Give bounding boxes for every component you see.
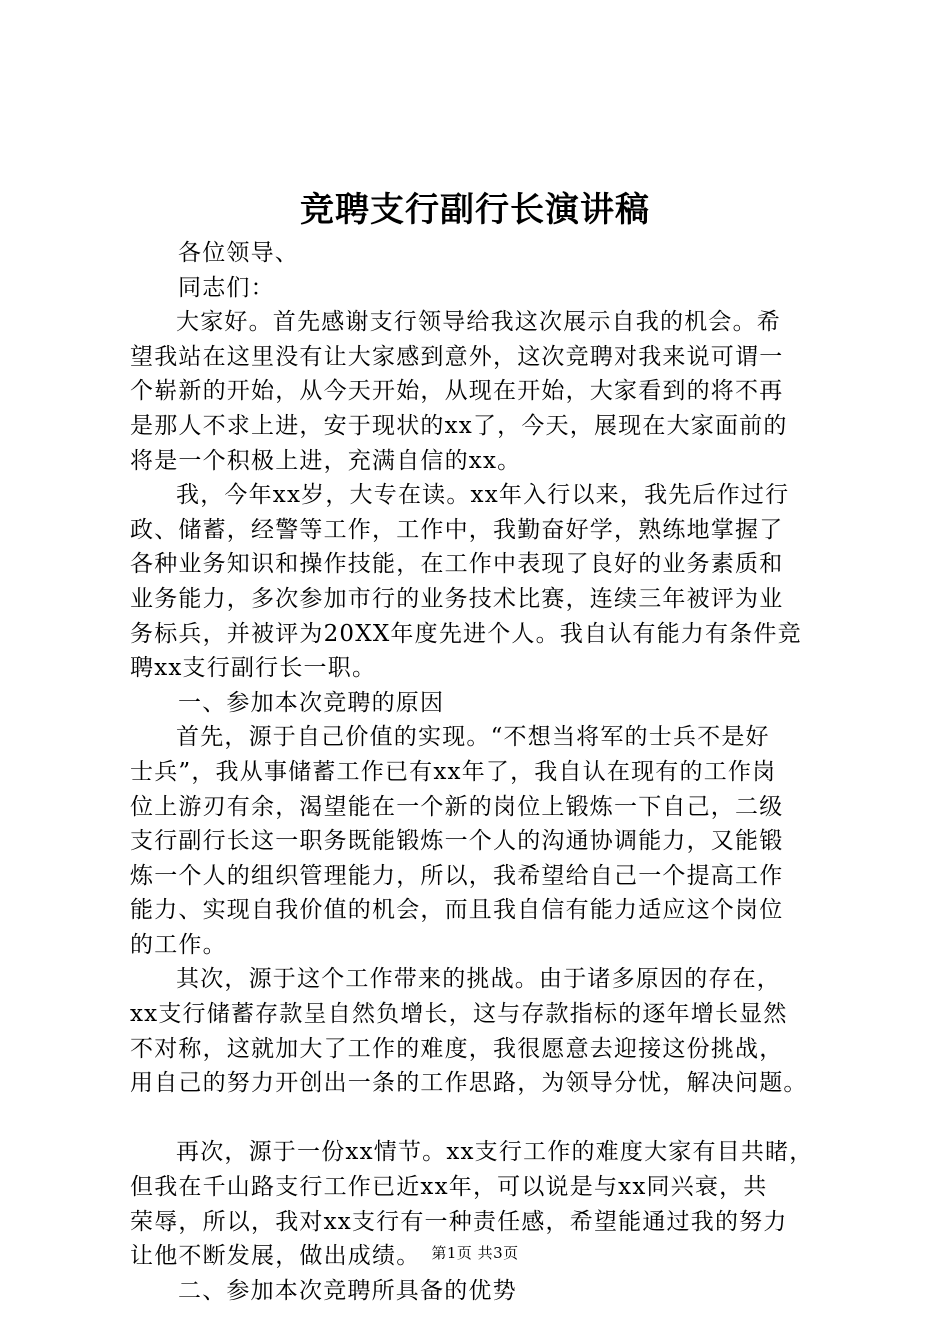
paragraph-line: 业务能力，多次参加市行的业务技术比赛，连续三年被评为业 xyxy=(130,585,784,612)
paragraph-line: 不对称，这就加大了工作的难度，我很愿意去迎接这份挑战， xyxy=(130,1035,784,1062)
section-heading: 二、参加本次竞聘所具备的优势 xyxy=(178,1277,517,1304)
paragraph-line: 务标兵，并被评为20XX年度先进个人。我自认有能力有条件竞 xyxy=(130,620,802,647)
paragraph-line: 大家好。首先感谢支行领导给我这次展示自我的机会。希 xyxy=(176,309,781,336)
paragraph-line: 能力、实现自我价值的机会，而且我自信有能力适应这个岗位 xyxy=(130,897,784,924)
paragraph-line: 个崭新的开始，从今天开始，从现在开始，大家看到的将不再 xyxy=(130,378,784,405)
paragraph-line: 首先，源于自己价值的实现。“不想当将军的士兵不是好 xyxy=(176,724,770,751)
paragraph-line: 士兵”，我从事储蓄工作已有xx年了，我自认在现有的工作岗 xyxy=(130,758,777,785)
paragraph-line: 聘xx支行副行长一职。 xyxy=(130,655,377,682)
paragraph-line: 是那人不求上进，安于现状的xx了，今天，展现在大家面前的 xyxy=(130,412,788,439)
paragraph-gap xyxy=(130,1101,842,1136)
paragraph-line: 荣辱，所以，我对xx支行有一种责任感，希望能通过我的努力 xyxy=(130,1208,788,1235)
document-body xyxy=(130,236,842,1308)
paragraph-line: 炼一个人的组织管理能力，所以，我希望给自己一个提高工作 xyxy=(130,862,784,889)
paragraph-line: 政、储蓄，经警等工作，工作中，我勤奋好学，熟练地掌握了 xyxy=(130,516,784,543)
paragraph-line: xx支行储蓄存款呈自然负增长，这与存款指标的逐年增长显然 xyxy=(130,1001,788,1028)
document-title: 竞聘支行副行长演讲稿 xyxy=(300,190,650,230)
paragraph-line: 将是一个积极上进，充满自信的xx。 xyxy=(130,447,522,474)
paragraph-line: 位上游刃有余，渴望能在一个新的岗位上锻炼一下自己，二级 xyxy=(130,793,784,820)
paragraph-line: 支行副行长这一职务既能锻炼一个人的沟通协调能力，又能锻 xyxy=(130,828,784,855)
paragraph-line: 但我在千山路支行工作已近xx年，可以说是与xx同兴衰，共 xyxy=(130,1174,768,1201)
paragraph-line: 我，今年xx岁，大专在读。xx年入行以来，我先后作过行 xyxy=(176,482,790,509)
page-footer: 第1页 共3页 xyxy=(431,1244,519,1262)
salutation-line: 同志们： xyxy=(178,274,275,301)
paragraph-line: 再次，源于一份xx情节。xx支行工作的难度大家有目共睹， xyxy=(176,1139,814,1166)
paragraph-line: 用自己的努力开创出一条的工作思路，为领导分忧，解决问题。 xyxy=(130,1070,808,1097)
paragraph-line: 望我站在这里没有让大家感到意外，这次竞聘对我来说可谓一 xyxy=(130,343,784,370)
paragraph-line: 让他不断发展，做出成绩。 xyxy=(130,1243,421,1270)
section-heading: 一、参加本次竞聘的原因 xyxy=(178,689,445,716)
paragraph-line: 的工作。 xyxy=(130,931,227,958)
paragraph-line: 各种业务知识和操作技能，在工作中表现了良好的业务素质和 xyxy=(130,551,784,578)
salutation-line: 各位领导、 xyxy=(178,240,299,266)
paragraph-line: 其次，源于这个工作带来的挑战。由于诸多原因的存在， xyxy=(176,966,781,993)
